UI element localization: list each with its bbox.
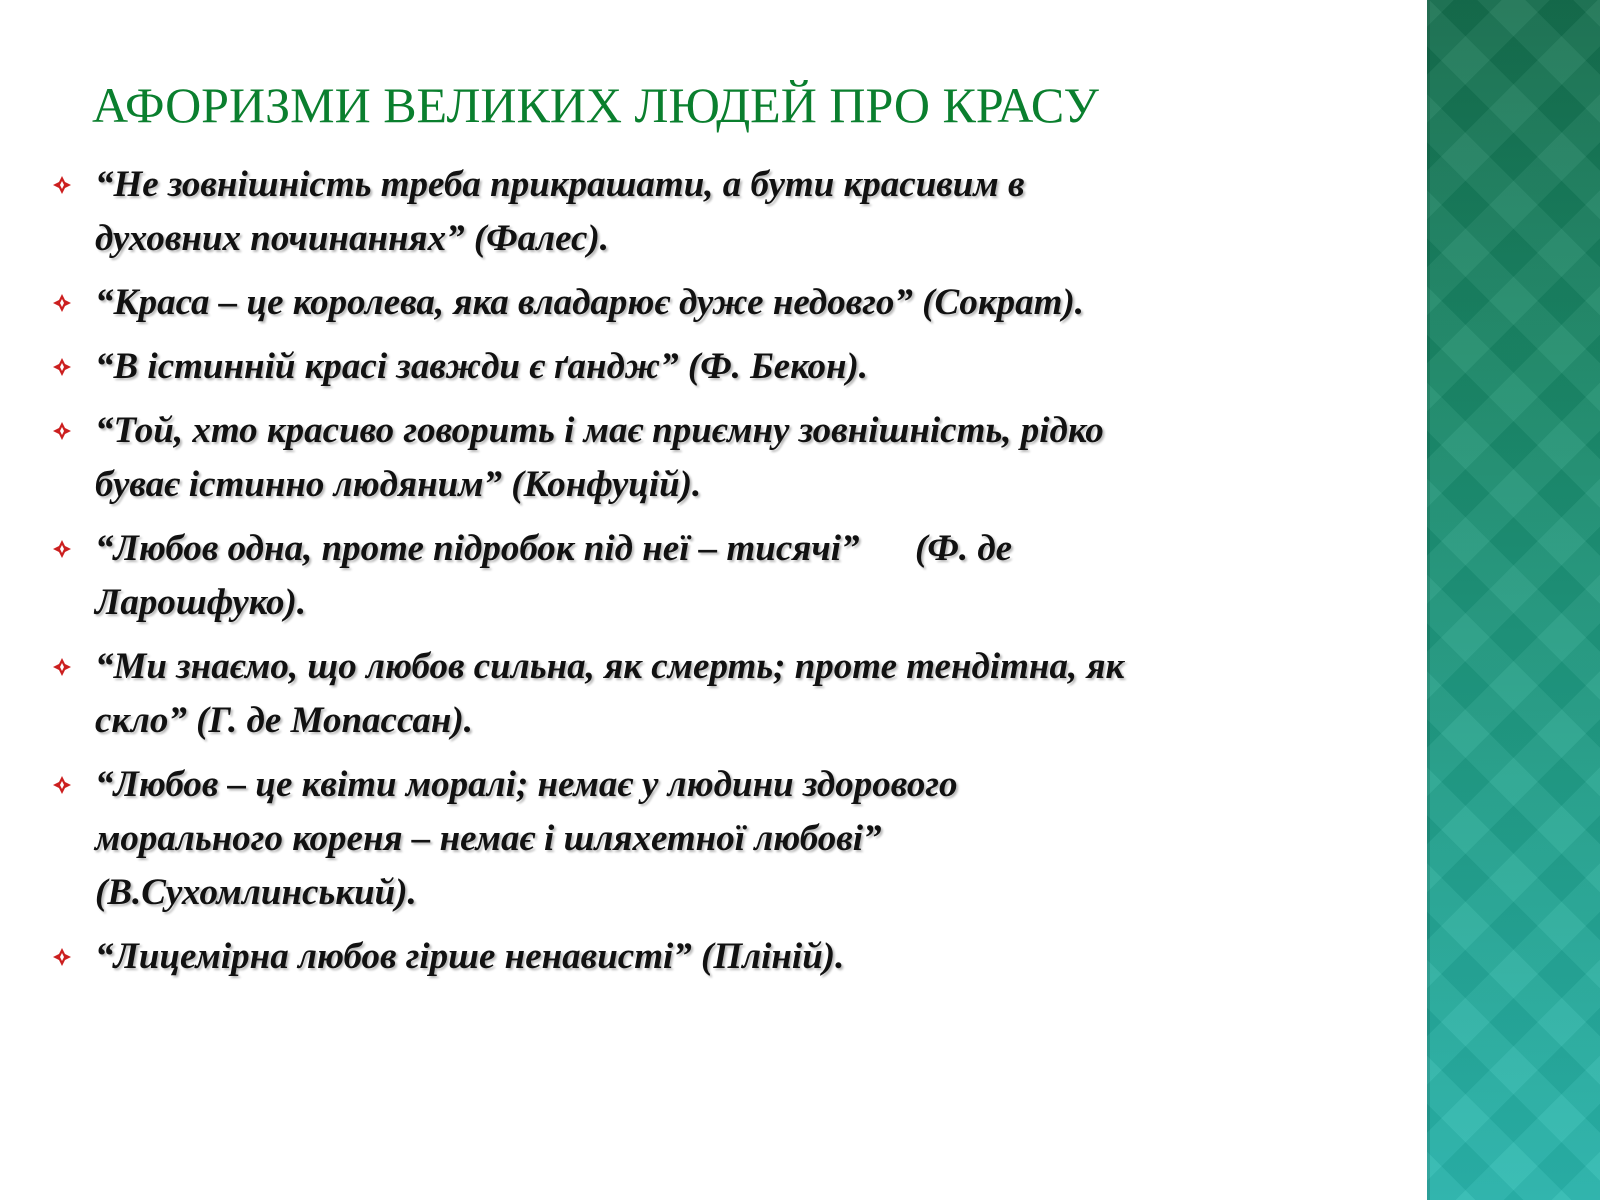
quote-list [48, 158, 1348, 994]
list-item [48, 758, 1348, 920]
quote-text: “Ми знаємо, що любов сильна, як смерть; проте тендітна, як скло” (Г. де Мопассан). [95, 646, 1125, 741]
diamond-bullet-icon [52, 539, 72, 559]
list-item [48, 404, 1348, 512]
decorative-side-panel [1427, 0, 1600, 1200]
diamond-bullet-icon [52, 421, 72, 441]
list-item [48, 158, 1348, 266]
list-item [48, 522, 1348, 630]
diamond-bullet-icon [52, 175, 72, 195]
list-item [48, 276, 1348, 330]
slide-title: АФОРИЗМИ ВЕЛИКИХ ЛЮДЕЙ ПРО КРАСУ [92, 77, 1099, 133]
quote-text: “Любов – це квіти моралі; немає у людини здорового морального кореня – немає і шляхетної любові” (В.Сухомлинський). [95, 764, 958, 913]
diamond-bullet-icon [52, 775, 72, 795]
diamond-bullet-icon [52, 947, 72, 967]
diamond-bullet-icon [52, 293, 72, 313]
quote-text: “Той, хто красиво говорить і має приємну зовнішність, рідко буває істинно людяним” (Конфуцій). [95, 410, 1104, 505]
diamond-bullet-icon [52, 357, 72, 377]
diamond-bullet-icon [52, 657, 72, 677]
quote-text: “В істинній красі завжди є ґандж” (Ф. Бекон). [95, 346, 869, 387]
list-item [48, 340, 1348, 394]
quote-text: “Краса – це королева, яка владарює дуже недовго” (Сократ). [95, 282, 1085, 323]
quote-text: “Любов одна, проте підробок під неї – тисячі” (Ф. де Ларошфуко). [95, 528, 1013, 623]
quote-text: “Не зовнішність треба прикрашати, а бути красивим в духовних починаннях” (Фалес). [95, 164, 1025, 259]
list-item [48, 930, 1348, 984]
side-panel-edge [1427, 0, 1430, 1200]
quote-text: “Лицемірна любов гірше ненависті” (Пліній). [95, 936, 845, 977]
list-item [48, 640, 1348, 748]
